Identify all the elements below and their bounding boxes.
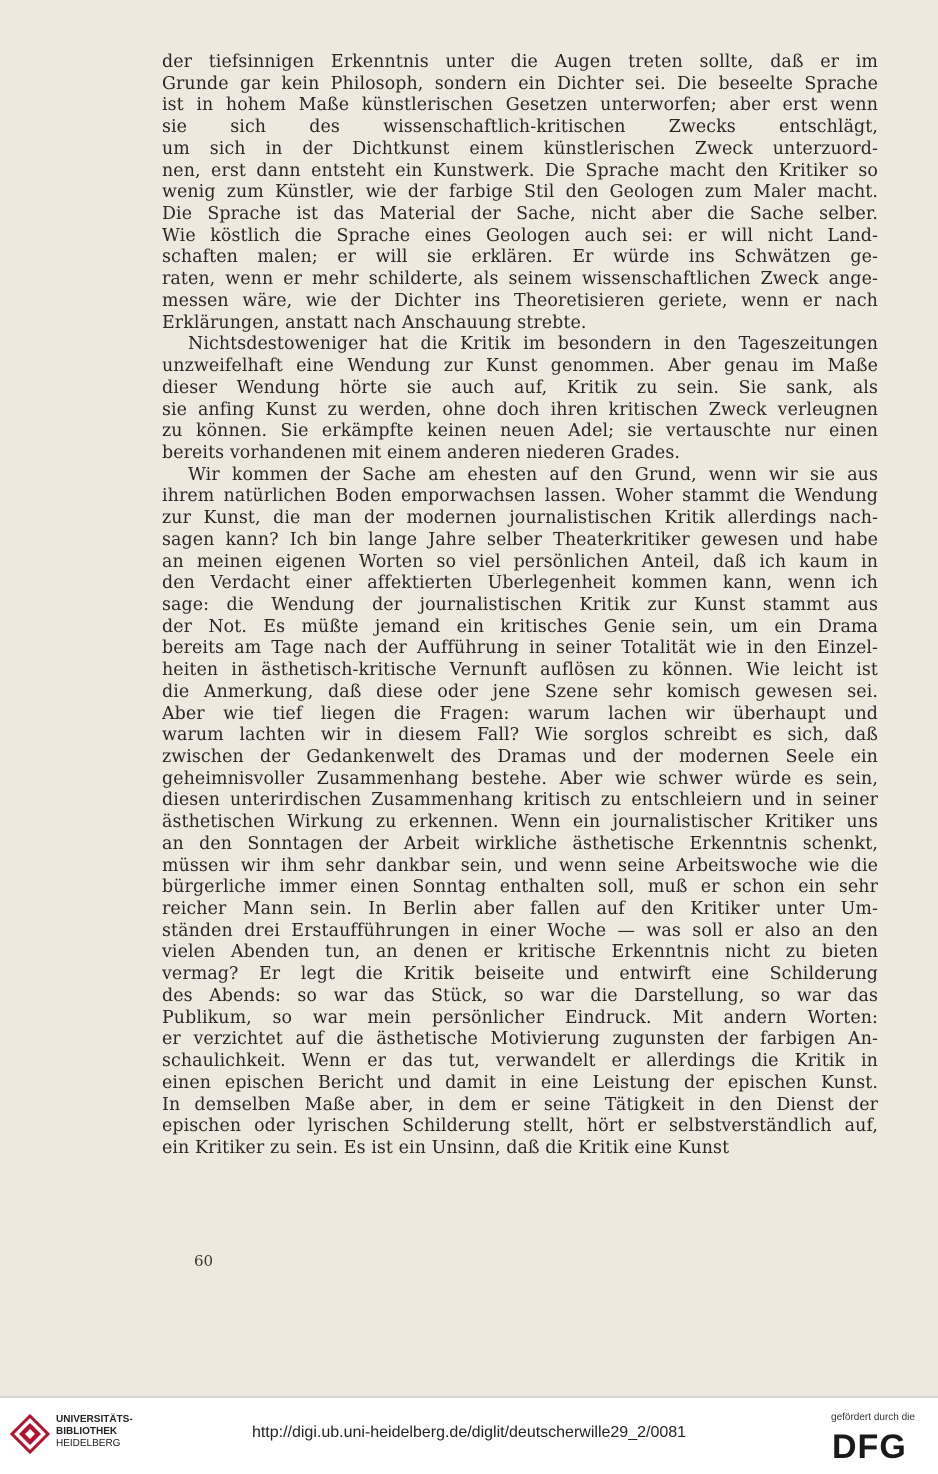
text-line: sie sich des wissenschaftlich-kritischen Zwecks entschlägt,	[162, 117, 878, 138]
library-name-line-2: BIBLIOTHEK	[56, 1426, 118, 1437]
text-line: zwischen der Gedankenwelt des Dramas und der modernen Seele ein	[162, 747, 878, 767]
text-line: um sich in der Dichtkunst einem künstlerischen Zweck unterzuord-	[162, 138, 878, 159]
text-line: die Anmerkung, daß diese oder jene Szene sehr komisch gewesen sei.	[162, 681, 878, 702]
text-line: reicher Mann sein. In Berlin aber fallen auf den Kritiker unter Um-	[162, 899, 878, 920]
text-line: sagen kann? Ich bin lange Jahre selber Theaterkritiker gewesen und habe	[162, 529, 878, 550]
text-line: sie anfing Kunst zu werden, ohne doch ihren kritischen Zweck verleugnen	[162, 399, 878, 420]
text-line: Nichtsdestoweniger hat die Kritik im besondern in den Tageszeitungen	[188, 334, 878, 355]
text-line: diesen unterirdischen Zusammenhang kritisch zu entschleiern und in seiner	[162, 790, 878, 811]
text-line: epischen oder lyrischen Schilderung stellt, hört er selbstverständlich auf,	[162, 1116, 878, 1137]
text-line: Wie köstlich die Sprache eines Geologen auch sei: er will nicht Land-	[162, 225, 878, 246]
text-line: wenig zum Künstler, wie der farbige Stil den Geologen zum Maler macht.	[162, 182, 878, 203]
text-line: warum lachten wir in diesem Fall? Wie sorglos schreibt es sich, daß	[162, 725, 878, 746]
text-line: bereits am Tage nach der Aufführung in seiner Totalität wie in den Einzel-	[162, 638, 878, 659]
text-line: nen, erst dann entsteht ein Kunstwerk. Die Sprache macht den Kritiker so	[162, 160, 878, 181]
text-line: des Abends: so war das Stück, so war die Darstellung, so war das	[162, 985, 878, 1006]
library-name-line-3: HEIDELBERG	[56, 1438, 121, 1449]
text-line: schaulichkeit. Wenn er das tut, verwandelt er allerdings die Kritik in	[162, 1051, 878, 1072]
body-text	[162, 52, 878, 1160]
text-line: Die Sprache ist das Material der Sache, nicht aber die Sache selber.	[162, 204, 878, 225]
text-line: Grunde gar kein Philosoph, sondern ein Dichter sei. Die beseelte Sprache	[162, 73, 878, 94]
text-line: Aber wie tief liegen die Fragen: warum lachen wir überhaupt und	[162, 703, 878, 724]
text-line: geheimnisvoller Zusammenhang bestehe. Aber wie schwer würde es sein,	[162, 768, 878, 789]
permalink-url[interactable]: http://digi.ub.uni-heidelberg.de/diglit/deutscherwille29_2/0081	[251, 1424, 687, 1441]
text-line: raten, wenn er mehr schilderte, als seinem wissenschaftlichen Zweck ange-	[162, 269, 878, 290]
text-line: dieser Wendung hörte sie auch auf, Kritik zu sein. Sie sank, als	[162, 377, 878, 398]
text-line: zur Kunst, die man der modernen journalistischen Kritik allerdings nach-	[162, 508, 878, 529]
text-line: an meinen eigenen Worten so viel persönlichen Anteil, daß ich kaum in	[162, 551, 878, 572]
text-line: den Verdacht einer affektierten Überlegenheit kommen kann, wenn ich	[162, 573, 878, 594]
footer-divider	[0, 1396, 938, 1398]
text-line: er verzichtet auf die ästhetische Motivierung zugunsten der farbigen An-	[162, 1029, 878, 1050]
text-line: Publikum, so war mein persönlicher Eindruck. Mit andern Worten:	[162, 1007, 878, 1028]
library-name-line-1: UNIVERSITÄTS-	[56, 1414, 133, 1425]
text-line: heiten in ästhetisch-kritische Vernunft auflösen zu können. Wie leicht ist	[162, 660, 878, 681]
text-line: schaften malen; er will sie erklären. Er würde ins Schwätzen ge-	[162, 247, 878, 268]
text-line: ihrem natürlichen Boden emporwachsen lassen. Woher stammt die Wendung	[162, 486, 878, 507]
text-line: einen epischen Bericht und damit in eine Leistung der epischen Kunst.	[162, 1072, 878, 1093]
text-line: ist in hohem Maße künstlerischen Gesetzen unterworfen; aber erst wenn	[162, 95, 878, 116]
page-number: 60	[194, 1252, 214, 1270]
text-line: der tiefsinnigen Erkenntnis unter die Augen treten sollte, daß er im	[162, 52, 878, 72]
text-line: bürgerliche immer einen Sonntag enthalten soll, muß er schon ein sehr	[162, 877, 878, 898]
text-line: unzweifelhaft eine Wendung zur Kunst genommen. Aber genau im Maße	[162, 356, 878, 377]
dfg-logo: DFG	[832, 1428, 907, 1466]
text-line: der Not. Es müßte jemand ein kritisches Genie sein, um ein Drama	[162, 616, 878, 637]
text-line: In demselben Maße aber, in dem er seine Tätigkeit in den Dienst der	[162, 1094, 878, 1115]
text-line: ästhetischen Wirkung zu erkennen. Wenn ein journalistischer Kritiker uns	[162, 812, 878, 833]
text-line: Wir kommen der Sache am ehesten auf den Grund, wenn wir sie aus	[188, 464, 878, 485]
text-line: bereits vorhandenen mit einem anderen niederen Grades.	[162, 442, 680, 463]
text-line: ständen drei Erstaufführungen in einer Woche — was soll er also an den	[162, 920, 878, 941]
text-line: müssen wir ihm sehr dankbar sein, und wenn seine Arbeitswoche wie die	[162, 855, 878, 876]
text-line: sage: die Wendung der journalistischen Kritik zur Kunst stammt aus	[162, 594, 878, 615]
text-line: messen wäre, wie der Dichter ins Theoretisieren geriete, wenn er nach	[162, 290, 878, 311]
text-line: vermag? Er legt die Kritik beiseite und entwirft eine Schilderung	[162, 964, 878, 985]
text-line: Erklärungen, anstatt nach Anschauung strebte.	[162, 312, 587, 333]
funding-caption: gefördert durch die	[831, 1412, 915, 1423]
text-line: ein Kritiker zu sein. Es ist ein Unsinn, daß die Kritik eine Kunst	[162, 1137, 730, 1158]
text-line: an den Sonntagen der Arbeit wirkliche ästhetische Erkenntnis schenkt,	[162, 833, 878, 854]
text-line: vielen Abenden tun, an denen er kritische Erkenntnis nicht zu bieten	[162, 942, 878, 963]
viewer-footer	[0, 1396, 938, 1474]
text-line: zu können. Sie erkämpfte keinen neuen Adel; sie vertauschte nur einen	[162, 421, 878, 442]
